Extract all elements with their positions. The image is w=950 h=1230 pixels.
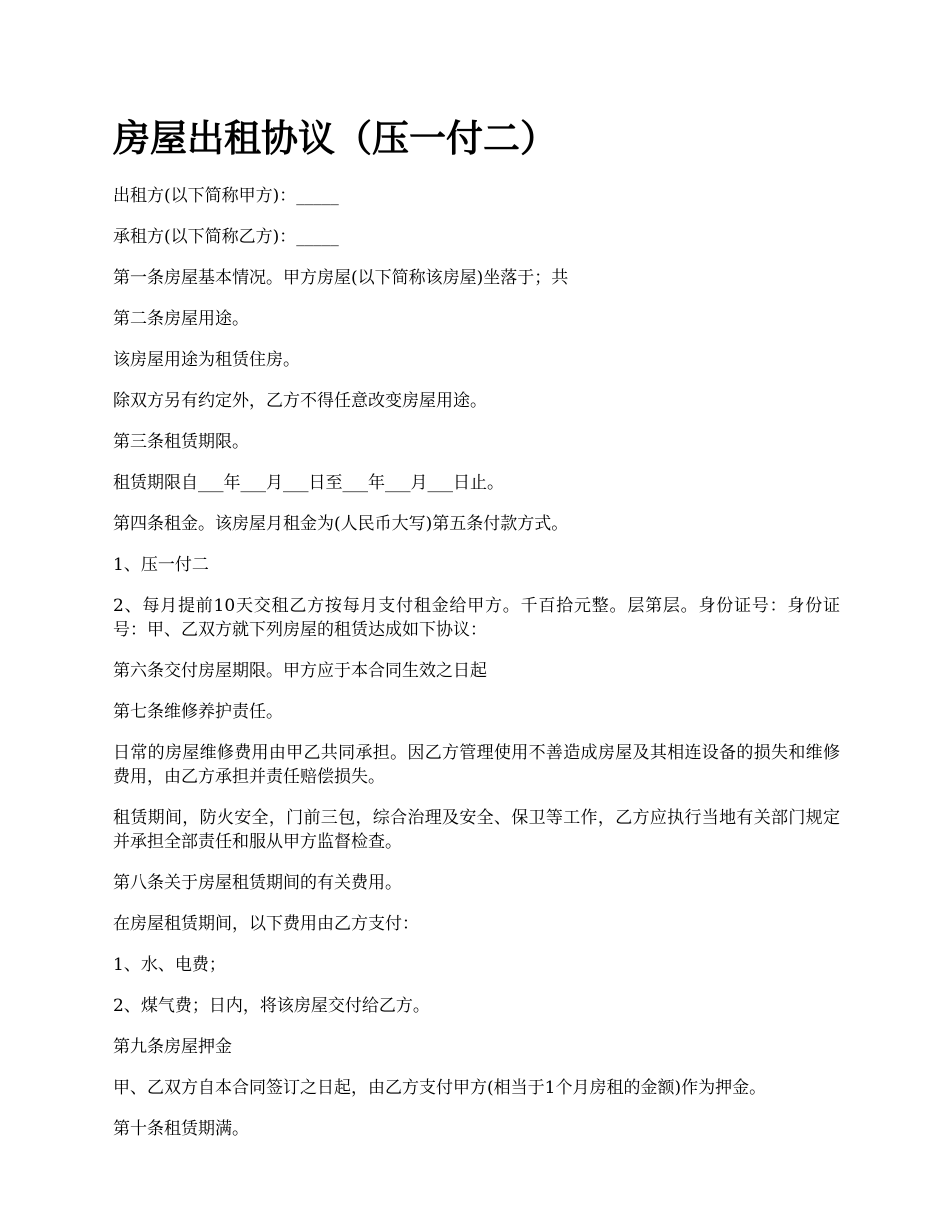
paragraph-safety: 租赁期间，防火安全，门前三包，综合治理及安全、保卫等工作，乙方应执行当地有关部门规定并承担全部责任和服从甲方监督检查。 xyxy=(113,808,840,852)
paragraph-article-3: 第三条租赁期限。 xyxy=(113,432,249,452)
paragraph-article-10: 第十条租赁期满。 xyxy=(113,1119,249,1139)
paragraph-fees-intro: 在房屋租赁期间，以下费用由乙方支付： xyxy=(113,914,419,934)
paragraph-deposit: 甲、乙双方自本合同签订之日起，由乙方支付甲方(相当于1个月房租的金额)作为押金。 xyxy=(113,1078,767,1098)
paragraph-article-8: 第八条关于房屋租赁期间的有关费用。 xyxy=(113,873,402,893)
paragraph-payment-2: 2、每月提前10天交租乙方按每月支付租金给甲方。千百拾元整。层第层。身份证号：身份证号：甲、乙双方就下列房屋的租赁达成如下协议： xyxy=(113,596,840,640)
paragraph-usage: 该房屋用途为租赁住房。 xyxy=(113,350,300,370)
paragraph-article-2: 第二条房屋用途。 xyxy=(113,309,249,329)
paragraph-article-9: 第九条房屋押金 xyxy=(113,1037,232,1057)
paragraph-lease-term: 租赁期限自___年___月___日至___年___月___日止。 xyxy=(113,473,504,493)
paragraph-maintenance: 日常的房屋维修费用由甲乙共同承担。因乙方管理使用不善造成房屋及其相连设备的损失和维修费用，由乙方承担并责任赔偿损失。 xyxy=(113,743,840,787)
paragraph-article-1: 第一条房屋基本情况。甲方房屋(以下简称该房屋)坐落于；共 xyxy=(113,268,569,288)
paragraph-lessee: 承租方(以下简称乙方)：_____ xyxy=(113,227,339,247)
paragraph-article-6: 第六条交付房屋期限。甲方应于本合同生效之日起 xyxy=(113,661,487,681)
paragraph-fee-2: 2、煤气费；日内，将该房屋交付给乙方。 xyxy=(113,996,430,1016)
paragraph-article-7: 第七条维修养护责任。 xyxy=(113,702,283,722)
paragraph-lessor: 出租方(以下简称甲方)：_____ xyxy=(113,186,339,206)
paragraph-fee-1: 1、水、电费； xyxy=(113,955,226,975)
paragraph-payment-1: 1、压一付二 xyxy=(113,555,209,575)
paragraph-article-4: 第四条租金。该房屋月租金为(人民币大写)第五条付款方式。 xyxy=(113,514,569,534)
document-page xyxy=(113,112,840,1158)
paragraph-usage-restriction: 除双方另有约定外，乙方不得任意改变房屋用途。 xyxy=(113,391,487,411)
document-title: 房屋出租协议（压一付二） xyxy=(113,116,557,160)
